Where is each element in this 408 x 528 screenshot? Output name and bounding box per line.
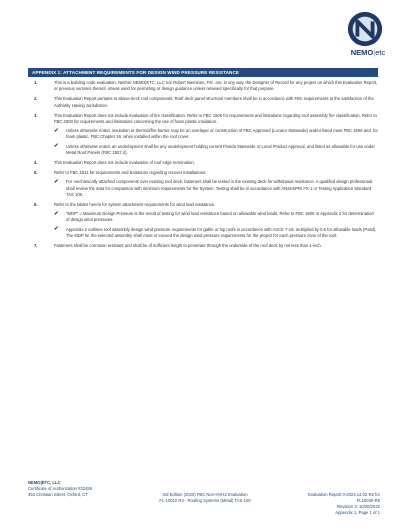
- sub-item-text: "MDP" = Maximum Design Pressure is the result of testing for wind load resistance based on allowable wind loads. Refer to FBC 1609 or Appendix 2 for determination of design wind pressures.: [66, 211, 374, 223]
- item-number: 3.: [34, 112, 38, 118]
- item-text: This is a building code evaluation. Neither NEMO|ETC, LLC nor Robert Nieminen, P.E. are, in any way, the Designer of Record for any project on which this Evaluation Report, or previous versions thereof, is/was used for permitting or design guidance unless retained specifically for that purpose.: [54, 80, 378, 92]
- requirement-item: [34, 80, 378, 92]
- item-number: 2.: [34, 96, 38, 102]
- item-number: 7.: [34, 243, 38, 249]
- item-number: 6.: [34, 202, 38, 208]
- checkmark-icon: ✔: [54, 226, 59, 233]
- requirement-item: [34, 243, 378, 249]
- sub-item-text: Appendix 2 outlines roof assembly design wind pressure requirements for gable or hip roofs in accordance with ASCE 7-16, multiplied by 0.6 for allowable loads (Pasd). The MDP for the selected assembly shall meet or exceed the design wind pressure requirements for the project for each pressure zone of the roof.: [66, 226, 377, 238]
- item-text: Fasteners shall be corrosion resistant and shall be of sufficient length to penetrate through the underside of the roof deck by not less than 1-inch.: [54, 243, 322, 249]
- checkmark-icon: ✔: [54, 210, 59, 217]
- footer-company-info: NEMO|ETC, LLC Certificate of Authorization #32455 353 Christian Street, Oxford, CT: [28, 480, 93, 497]
- checkmark-icon: ✔: [54, 178, 59, 185]
- sub-item-text: Unless otherwise noted, an underlayment shall be any underlayment holding current Florida Statewide or Local Product Approval, and listed as allowable for use under Metal Roof Panels (FBC 1507.4).: [66, 143, 375, 155]
- item-text: This Evaluation Report does not include evaluation of roof edge termination.: [54, 160, 195, 166]
- requirement-item: [34, 170, 378, 198]
- sub-item: [54, 179, 378, 198]
- item-text: This Evaluation Report pertains to above-deck roof components. Roof deck panel structural members shall be in accordance with FBC requirements to the satisfaction of the Authority Having Jurisdiction.: [54, 96, 374, 108]
- nemo-emblem-icon: [346, 10, 384, 48]
- section-banner: APPENDIX 1: ATTACHMENT REQUIREMENTS FOR DESIGN WIND PRESSURE RESISTANCE: [28, 68, 378, 77]
- requirement-item: [34, 160, 378, 166]
- item-text: Refer to FBC 1511 for requirements and limitations regarding recover installations.: [54, 170, 207, 176]
- footer-report-info: Evaluation Report 0-2023.14.02-R2 for FL10030-R5 Revision 3: 10/20/2022 Appendix 1, Page 1 of 1: [308, 492, 380, 515]
- footer-evaluation-info: 3rd Edition (2020) FBC Non-HVHZ Evaluation FL-10010 R3 - Roofing Systems (Metal) TAS-100: [159, 492, 251, 503]
- requirements-list: [34, 80, 378, 253]
- sub-item: [54, 128, 378, 140]
- sub-item-text: Unless otherwise noted, insulation or thermal/fire barrier may be an overlayer or construction of FBC Approved (Locator Statewide) and/or listed meet FBC 1508 and, for foam plastic, FBC Chapter 26, when installed within the roof cover.: [66, 128, 378, 140]
- item-text: This Evaluation Report does not include evaluation of fire classification. Refer to FBC 1505 for requirements and limitations regarding roof assembly fire classification. Refer to FBC 2603 for requirements and limitations concerning the use of foam plastic insulation.: [54, 112, 377, 125]
- logo-wordmark: NEMO|etc: [350, 48, 386, 57]
- sub-item-text: For mechanically attached components over existing roof deck, fasteners shall be tested in the existing deck for withdrawal resistance. A qualified design professional shall review the data for comparison with minimum requirements for the System. Testing shall be in accordance with ANSI/SPRI FX-1 or Testing Application Standard TAS 105.: [66, 179, 373, 197]
- requirement-item: [34, 113, 378, 156]
- item-number: 1.: [34, 80, 38, 85]
- sub-item: [54, 227, 378, 239]
- item-number: 5.: [34, 170, 38, 176]
- sub-item: [54, 144, 378, 156]
- checkmark-icon: ✔: [54, 127, 59, 134]
- company-logo: [334, 10, 400, 60]
- sub-item: [54, 211, 378, 223]
- item-text: Refer to the tables herein for system attachment requirements for wind load resistance.: [54, 202, 216, 208]
- requirement-item: [34, 202, 378, 239]
- requirement-item: [34, 96, 378, 108]
- checkmark-icon: ✔: [54, 143, 59, 150]
- item-number: 4.: [34, 160, 38, 166]
